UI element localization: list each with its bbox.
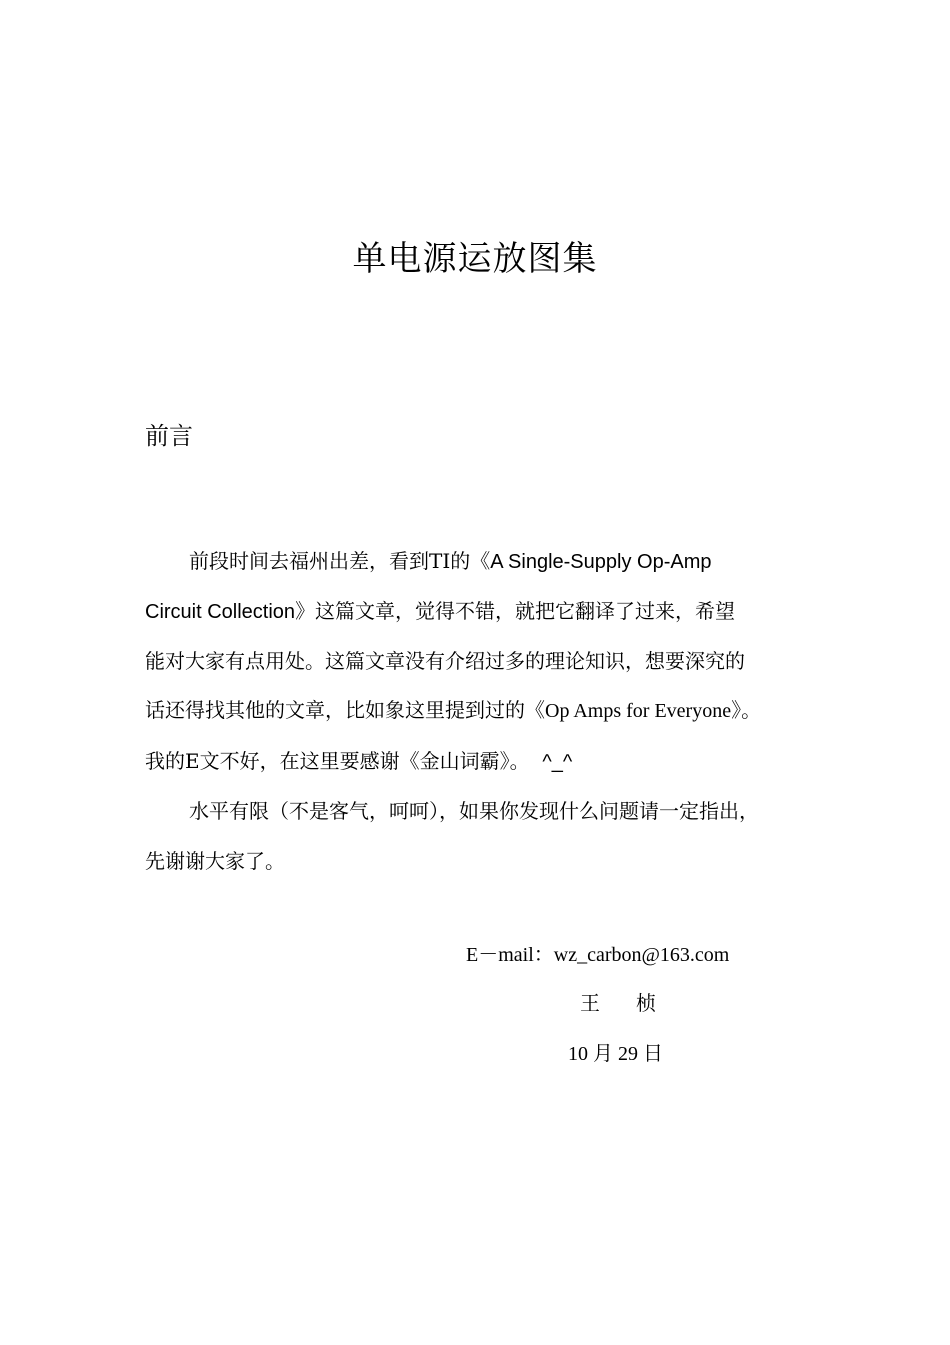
paragraph-1-line-2 xyxy=(145,586,810,636)
paragraph-1-line-1 xyxy=(145,536,810,586)
text-segment: 我的E文不好，在这里要感谢《金山词霸》。 xyxy=(145,749,530,773)
author-name-last: 桢 xyxy=(636,993,656,1015)
document-title: 单电源运放图集 xyxy=(352,239,598,279)
emoticon-text: ^_^ xyxy=(542,751,573,773)
signature-email xyxy=(466,940,729,970)
paragraph-1-line-3: 能对大家有点用处。这篇文章没有介绍过多的理论知识，想要深究的 xyxy=(145,649,745,673)
email-address: wz_carbon@163.com xyxy=(553,944,730,966)
author-name-first: 王 xyxy=(580,993,600,1015)
paragraph-2-line-1: 水平有限（不是客气，呵呵），如果你发现什么问题请一定指出， xyxy=(189,799,759,823)
paragraph-1-line-5 xyxy=(145,736,810,786)
signature-name xyxy=(580,989,656,1019)
paragraph-2-line-2: 先谢谢大家了。 xyxy=(145,849,285,873)
english-title-segment: Circuit Collection xyxy=(145,601,296,623)
text-segment: 》这篇文章，觉得不错，就把它翻译了过来，希望 xyxy=(295,599,736,623)
email-label: E－mail： xyxy=(466,944,554,966)
section-heading-preface: 前言 xyxy=(145,422,193,450)
paragraph-1-line-4: 话还得找其他的文章，比如象这里提到过的《Op Amps for Everyone》。 xyxy=(145,700,762,722)
english-title-segment: A Single-Supply Op-Amp xyxy=(490,551,712,573)
text-segment: 前段时间去福州出差，看到TI的《 xyxy=(189,549,491,573)
signature-date: 10 月 29 日 xyxy=(568,1043,663,1065)
preface-body xyxy=(145,536,810,886)
